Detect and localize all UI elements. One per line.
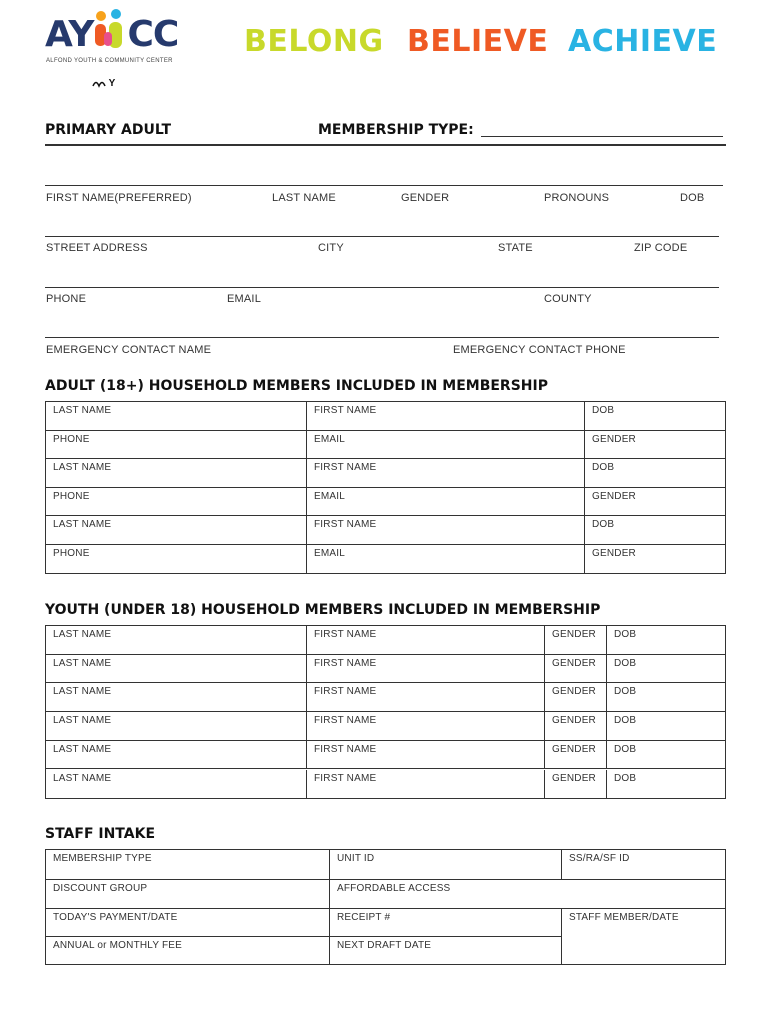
unit-id-cell-label: UNIT ID xyxy=(337,853,375,864)
table-cell[interactable] xyxy=(306,741,544,769)
table-cell-label: LAST NAME xyxy=(53,772,112,784)
table-cell-label: LAST NAME xyxy=(53,686,112,698)
section-divider xyxy=(45,144,726,146)
tagline-belong: BELONG xyxy=(244,24,384,59)
pronouns-label: PRONOUNS xyxy=(544,192,610,204)
annual-monthly-fee-cell-label: ANNUAL or MONTHLY FEE xyxy=(53,940,183,951)
table-cell-label: GENDER xyxy=(552,657,596,669)
table-cell-label: PHONE xyxy=(53,490,90,502)
table-cell[interactable] xyxy=(46,712,306,740)
table-cell-label: EMAIL xyxy=(314,490,346,502)
affordable-access-cell[interactable] xyxy=(329,880,725,908)
table-row xyxy=(46,770,725,799)
table-cell-label: FIRST NAME xyxy=(314,715,377,727)
table-cell-label: FIRST NAME xyxy=(314,686,377,698)
primary-line-1[interactable] xyxy=(45,185,723,186)
annual-monthly-fee-cell[interactable] xyxy=(46,937,329,964)
table-cell[interactable] xyxy=(46,516,306,544)
adult-members-heading: ADULT (18+) HOUSEHOLD MEMBERS INCLUDED IN MEMBERSHIP xyxy=(45,378,548,394)
table-cell[interactable] xyxy=(306,626,544,654)
phone-label: PHONE xyxy=(46,293,87,305)
table-cell-label: LAST NAME xyxy=(53,629,112,640)
tagline-believe: BELIEVE xyxy=(407,24,549,59)
table-cell-label: DOB xyxy=(592,405,615,416)
table-cell-label: FIRST NAME xyxy=(314,743,377,755)
table-cell[interactable] xyxy=(606,741,725,769)
membership-type-cell-label: MEMBERSHIP TYPE xyxy=(53,853,152,864)
table-row xyxy=(46,712,725,741)
partner-logo xyxy=(92,78,115,89)
ss-ra-sf-id-cell[interactable] xyxy=(561,850,725,879)
gender-label: GENDER xyxy=(401,192,450,204)
emergency-contact-name-label: EMERGENCY CONTACT NAME xyxy=(46,344,212,356)
table-cell-label: GENDER xyxy=(552,686,596,698)
discount-group-cell-label: DISCOUNT GROUP xyxy=(53,883,148,894)
receipt-cell[interactable] xyxy=(329,909,561,937)
table-row xyxy=(46,626,725,655)
youth-members-table xyxy=(45,625,726,799)
table-cell[interactable] xyxy=(544,655,606,683)
staff-intake-heading: STAFF INTAKE xyxy=(45,826,156,842)
table-cell[interactable] xyxy=(46,459,306,487)
table-row xyxy=(46,431,725,460)
family-figures-icon xyxy=(92,8,128,54)
membership-type-label: MEMBERSHIP TYPE: xyxy=(318,122,474,138)
table-row xyxy=(46,402,725,431)
table-cell-label: DOB xyxy=(614,772,637,784)
table-cell[interactable] xyxy=(584,459,725,487)
table-cell[interactable] xyxy=(306,712,544,740)
table-row xyxy=(46,459,725,488)
table-cell[interactable] xyxy=(46,655,306,683)
membership-type-field[interactable] xyxy=(481,136,723,137)
county-label: COUNTY xyxy=(544,293,592,305)
table-row xyxy=(46,488,725,517)
table-row xyxy=(46,516,725,545)
first-name-label: FIRST NAME(PREFERRED) xyxy=(46,192,192,204)
table-cell[interactable] xyxy=(46,488,306,516)
city-label: CITY xyxy=(318,242,344,254)
table-cell-label: LAST NAME xyxy=(53,462,112,474)
table-cell[interactable] xyxy=(544,683,606,711)
next-draft-date-cell-label: NEXT DRAFT DATE xyxy=(337,940,432,951)
table-cell-label: GENDER xyxy=(552,629,596,640)
table-cell[interactable] xyxy=(46,402,306,430)
table-cell-label: FIRST NAME xyxy=(314,629,377,640)
table-cell[interactable] xyxy=(306,459,584,487)
table-cell-label: DOB xyxy=(614,715,637,727)
table-cell-label: PHONE xyxy=(53,433,90,445)
todays-payment-cell-label: TODAY'S PAYMENT/DATE xyxy=(53,912,178,923)
table-cell[interactable] xyxy=(306,545,584,574)
primary-line-2[interactable] xyxy=(45,236,719,237)
table-cell-label: FIRST NAME xyxy=(314,519,377,531)
club-logo-icon xyxy=(92,78,106,88)
last-name-label: LAST NAME xyxy=(272,192,336,204)
primary-line-3[interactable] xyxy=(45,287,719,288)
table-cell-label: GENDER xyxy=(592,433,636,445)
table-cell[interactable] xyxy=(544,626,606,654)
table-cell-label: DOB xyxy=(592,519,615,531)
street-address-label: STREET ADDRESS xyxy=(46,242,148,254)
table-cell-label: FIRST NAME xyxy=(314,772,377,784)
table-cell[interactable] xyxy=(306,402,584,430)
table-cell-label: LAST NAME xyxy=(53,405,112,416)
table-cell-label: PHONE xyxy=(53,548,90,559)
table-cell-label: FIRST NAME xyxy=(314,405,377,416)
table-cell-label: DOB xyxy=(592,462,615,474)
table-cell[interactable] xyxy=(606,626,725,654)
table-cell-label: GENDER xyxy=(592,490,636,502)
table-cell[interactable] xyxy=(46,683,306,711)
dob-label: DOB xyxy=(680,192,705,204)
table-cell-label: DOB xyxy=(614,629,637,640)
next-draft-date-cell[interactable] xyxy=(329,937,561,964)
state-label: STATE xyxy=(498,242,533,254)
table-cell[interactable] xyxy=(606,683,725,711)
receipt-cell-label: RECEIPT # xyxy=(337,912,391,923)
ss-ra-sf-id-cell-label: SS/RA/SF ID xyxy=(569,853,630,864)
table-cell[interactable] xyxy=(306,655,544,683)
discount-group-cell[interactable] xyxy=(46,880,329,908)
logo-text-left: AY xyxy=(45,14,94,55)
table-cell[interactable] xyxy=(306,683,544,711)
tagline-achieve: ACHIEVE xyxy=(568,24,718,59)
emergency-contact-phone-label: EMERGENCY CONTACT PHONE xyxy=(453,344,626,356)
table-cell[interactable] xyxy=(584,402,725,430)
staff-member-cell[interactable] xyxy=(561,909,725,964)
primary-adult-heading: PRIMARY ADULT xyxy=(45,122,172,138)
table-cell[interactable] xyxy=(584,545,725,574)
table-cell[interactable] xyxy=(306,431,584,459)
table-cell[interactable] xyxy=(584,431,725,459)
table-cell[interactable] xyxy=(606,655,725,683)
table-cell[interactable] xyxy=(46,626,306,654)
zip-code-label: ZIP CODE xyxy=(634,242,688,254)
table-cell[interactable] xyxy=(584,488,725,516)
table-row xyxy=(46,545,725,574)
table-cell[interactable] xyxy=(306,770,544,799)
table-cell-label: EMAIL xyxy=(314,433,346,445)
table-cell-label: DOB xyxy=(614,743,637,755)
table-cell[interactable] xyxy=(306,488,584,516)
table-cell-label: FIRST NAME xyxy=(314,657,377,669)
table-row xyxy=(46,880,725,909)
table-cell[interactable] xyxy=(544,741,606,769)
table-cell-label: GENDER xyxy=(552,743,596,755)
youth-members-heading: YOUTH (UNDER 18) HOUSEHOLD MEMBERS INCLUDED IN MEMBERSHIP xyxy=(45,602,601,618)
table-cell-label: GENDER xyxy=(552,715,596,727)
table-cell[interactable] xyxy=(46,741,306,769)
table-cell[interactable] xyxy=(606,712,725,740)
table-cell-label: LAST NAME xyxy=(53,743,112,755)
table-cell-label: GENDER xyxy=(552,772,596,784)
table-cell-label: GENDER xyxy=(592,548,636,559)
todays-payment-cell[interactable] xyxy=(46,909,329,937)
table-cell[interactable] xyxy=(584,516,725,544)
table-row xyxy=(46,741,725,770)
table-cell[interactable] xyxy=(46,770,306,799)
table-cell-label: DOB xyxy=(614,657,637,669)
table-cell-label: DOB xyxy=(614,686,637,698)
staff-intake-table xyxy=(45,849,726,965)
ymca-mark: Y xyxy=(108,78,116,89)
adult-members-table xyxy=(45,401,726,574)
affordable-access-cell-label: AFFORDABLE ACCESS xyxy=(337,883,451,894)
logo-subtitle: ALFOND YOUTH & COMMUNITY CENTER xyxy=(46,58,173,64)
unit-id-cell[interactable] xyxy=(329,850,561,879)
table-cell[interactable] xyxy=(544,770,606,799)
membership-type-cell[interactable] xyxy=(46,850,329,879)
table-cell-label: LAST NAME xyxy=(53,519,112,531)
table-cell-label: LAST NAME xyxy=(53,657,112,669)
table-cell[interactable] xyxy=(606,770,725,799)
email-label: EMAIL xyxy=(227,293,262,305)
table-row xyxy=(46,850,725,880)
logo-text-right: CC xyxy=(127,14,179,55)
table-row xyxy=(46,683,725,712)
table-cell-label: EMAIL xyxy=(314,548,346,559)
table-cell[interactable] xyxy=(544,712,606,740)
table-cell-label: LAST NAME xyxy=(53,715,112,727)
staff-member-cell-label: STAFF MEMBER/DATE xyxy=(569,912,679,923)
primary-line-4[interactable] xyxy=(45,337,719,338)
table-cell[interactable] xyxy=(46,545,306,574)
table-cell[interactable] xyxy=(306,516,584,544)
table-row xyxy=(46,655,725,684)
table-cell-label: FIRST NAME xyxy=(314,462,377,474)
table-cell[interactable] xyxy=(46,431,306,459)
